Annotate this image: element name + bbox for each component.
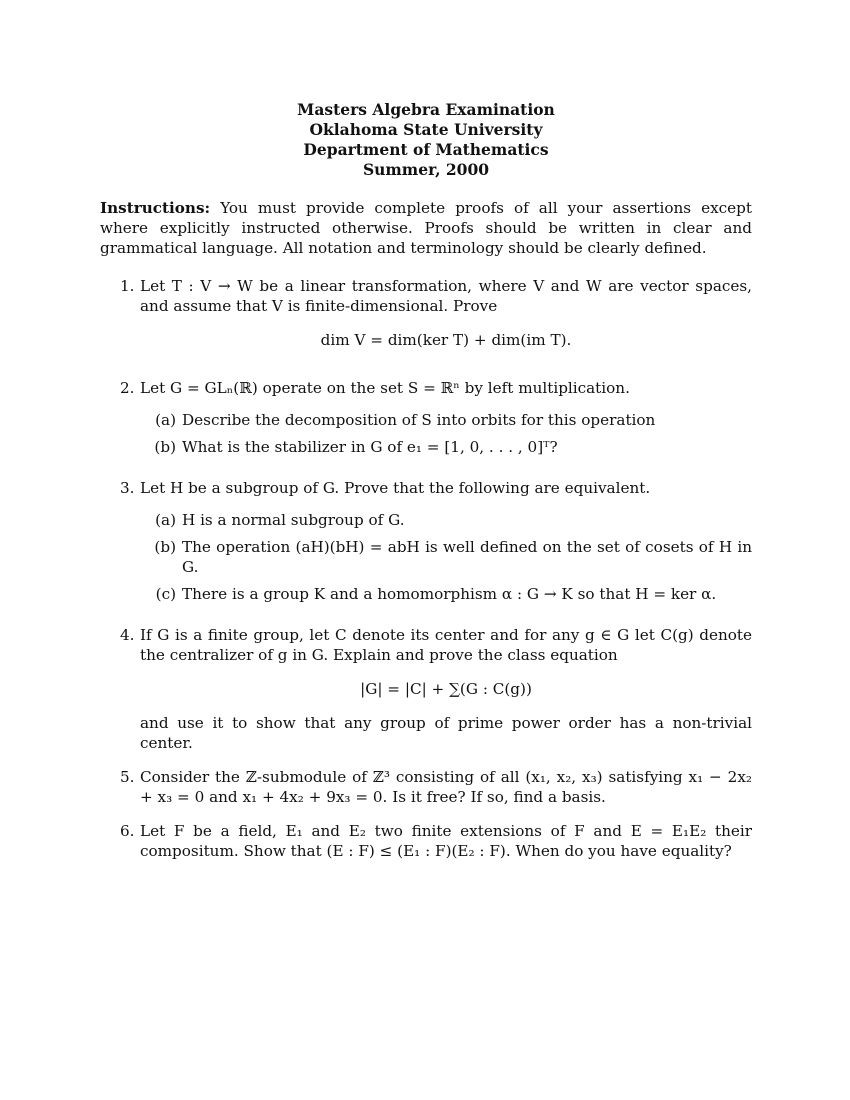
exam-title: Masters Algebra Examination: [297, 100, 555, 119]
problem-part: [140, 584, 752, 604]
problem-number: 6.: [120, 822, 135, 840]
part-text: The operation (aH)(bH) = abH is well defined on the set of cosets of H in G.: [182, 538, 752, 576]
problem-text: Let T : V → W be a linear transformation, where V and W are vector spaces, and assume that V is finite-dimensional. Prove: [140, 277, 752, 315]
part-text: Describe the decomposition of S into orbits for this operation: [182, 411, 656, 429]
part-text: There is a group K and a homomorphism α : G → K so that H = ker α.: [182, 585, 717, 603]
problem-part: [140, 537, 752, 577]
problem-5: [100, 767, 752, 807]
part-text: What is the stabilizer in G of e₁ = [1, 0, . . . , 0]ᵀ?: [182, 438, 558, 456]
display-equation: |G| = |C| + ∑(G : C(g)): [360, 680, 532, 698]
exam-page: [100, 100, 752, 875]
problem-text: If G is a finite group, let C denote its center and for any g ∈ G let C(g) denote the centralizer of g in G. Explain and prove the class equation: [140, 626, 752, 664]
university-name: Oklahoma State University: [309, 120, 543, 139]
part-label: (b): [154, 438, 176, 456]
problem-2: [100, 378, 752, 464]
part-label: (b): [154, 538, 176, 556]
display-equation: dim V = dim(ker T) + dim(im T).: [320, 331, 572, 349]
instructions-text: You must provide complete proofs of all your assertions except where explicitly instructed otherwise. Proofs should be written in clear and grammatical language. All notation and terminology should be clearly defined.: [100, 199, 752, 257]
problem-number: 5.: [120, 768, 135, 786]
part-label: (c): [155, 585, 176, 603]
exam-date: Summer, 2000: [362, 160, 490, 179]
problem-1: [100, 276, 752, 364]
problem-part: [140, 410, 752, 430]
problem-number: 2.: [120, 379, 135, 397]
part-label: (a): [155, 411, 176, 429]
problem-text-continued: and use it to show that any group of prime power order has a non-trivial center.: [140, 714, 752, 752]
problem-number: 3.: [120, 479, 135, 497]
part-text: H is a normal subgroup of G.: [182, 511, 405, 529]
exam-header: [100, 100, 752, 180]
instructions: [100, 198, 752, 258]
instructions-lead: Instructions:: [100, 199, 211, 217]
problem-part: [140, 437, 752, 457]
problem-text: Let G = GLₙ(ℝ) operate on the set S = ℝⁿ by left multiplication.: [140, 379, 630, 397]
problem-number: 4.: [120, 626, 135, 644]
problem-text: Consider the ℤ-submodule of ℤ³ consisting of all (x₁, x₂, x₃) satisfying x₁ − 2x₂ + x₃ = 0 and x₁ + 4x₂ + 9x₃ = 0. Is it free? If so, find a basis.: [140, 768, 752, 806]
problem-text: Let F be a field, E₁ and E₂ two finite extensions of F and E = E₁E₂ their compositum. Show that (E : F) ≤ (E₁ : F)(E₂ : F). When do you have equality?: [140, 822, 752, 860]
problem-4: [100, 625, 752, 753]
problem-3: [100, 478, 752, 611]
problem-text: Let H be a subgroup of G. Prove that the following are equivalent.: [140, 479, 651, 497]
problem-number: 1.: [120, 277, 135, 295]
department-name: Department of Mathematics: [303, 140, 549, 159]
problem-6: [100, 821, 752, 861]
problem-part: [140, 510, 752, 530]
part-label: (a): [155, 511, 176, 529]
